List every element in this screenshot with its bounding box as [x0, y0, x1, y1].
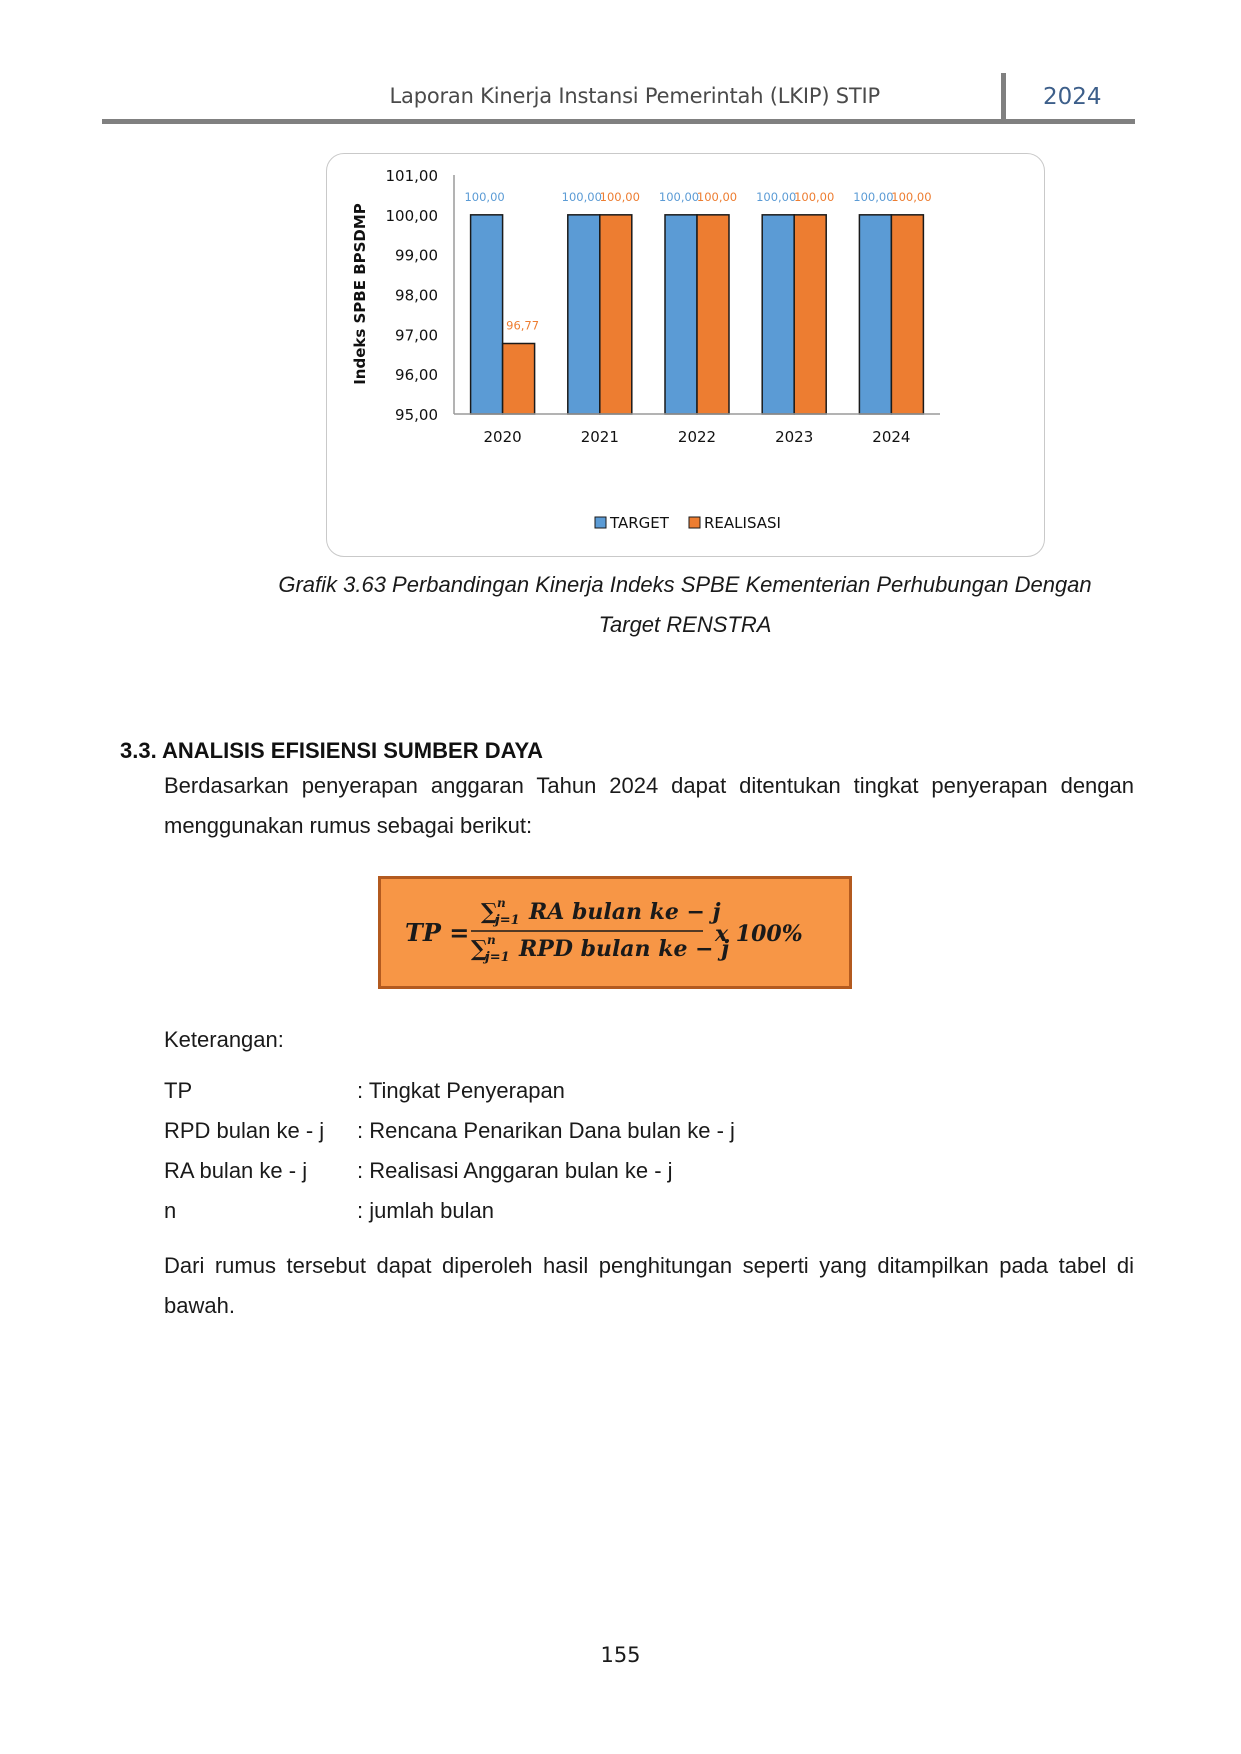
definition-term: n [164, 1198, 177, 1223]
numerator-sum-upper: n [497, 896, 506, 910]
realisasi-value-label-2022: 100,00 [696, 189, 738, 204]
header-rule [102, 119, 1135, 124]
target-value-label-2024: 100,00 [853, 189, 894, 204]
target-bar-2024 [859, 215, 891, 414]
y-tick-label: 99,00 [395, 246, 438, 265]
legend-swatch [689, 517, 700, 528]
definition-desc: : jumlah bulan [357, 1198, 494, 1223]
target-value-label-2020: 100,00 [464, 189, 505, 204]
figure-caption-line2: Target RENSTRA [598, 612, 772, 637]
realisasi-bar-2022 [697, 215, 729, 414]
formula-numerator: RA bulan ke − j [529, 899, 721, 925]
closing-paragraph-line1: Dari rumus tersebut dapat diperoleh hasil penghitungan seperti yang ditampilkan pada tabel di [164, 1253, 1134, 1278]
realisasi-bar-2020 [503, 343, 535, 414]
legend-label: REALISASI [704, 514, 781, 532]
formula-box [378, 876, 852, 989]
y-tick-label: 100,00 [385, 206, 438, 225]
section-heading: 3.3. ANALISIS EFISIENSI SUMBER DAYA [120, 738, 543, 763]
x-tick-label: 2022 [677, 428, 717, 446]
y-tick-label: 96,00 [395, 366, 438, 385]
definition-desc: : Tingkat Penyerapan [357, 1078, 565, 1103]
realisasi-value-label-2024: 100,00 [891, 189, 932, 204]
keterangan-label: Keterangan: [164, 1027, 284, 1052]
definition-desc: : Realisasi Anggaran bulan ke - j [357, 1158, 673, 1183]
formula [381, 879, 849, 986]
report-year: 2024 [1043, 84, 1102, 110]
x-tick-label: 2023 [775, 428, 814, 446]
realisasi-value-label-2020: 96,77 [506, 318, 540, 333]
formula-denominator: RPD bulan ke − j [519, 936, 730, 962]
legend-swatch [595, 517, 606, 528]
realisasi-bar-2023 [794, 215, 826, 414]
definition-desc: : Rencana Penarikan Dana bulan ke - j [357, 1118, 735, 1143]
bar-chart [327, 154, 1044, 556]
x-tick-label: 2020 [483, 428, 522, 446]
target-value-label-2023: 100,00 [756, 189, 797, 204]
denominator-sum-lower: j=1 [485, 950, 510, 965]
closing-paragraph-line2: bawah. [164, 1293, 235, 1318]
target-bar-2023 [762, 215, 794, 414]
denominator-sum-symbol: ∑ [471, 936, 488, 962]
header-separator [1001, 73, 1006, 122]
denominator-sum-upper: n [487, 933, 496, 947]
y-tick-label: 97,00 [395, 326, 438, 345]
target-bar-2022 [665, 215, 697, 414]
realisasi-value-label-2023: 100,00 [794, 189, 835, 204]
definition-term: RPD bulan ke - j [164, 1118, 325, 1143]
figure-caption-line1: Grafik 3.63 Perbandingan Kinerja Indeks SPBE Kementerian Perhubungan Dengan [278, 572, 1092, 597]
intro-paragraph-line1: Berdasarkan penyerapan anggaran Tahun 2024 dapat ditentukan tingkat penyerapan dengan [164, 773, 1134, 798]
y-tick-label: 101,00 [385, 167, 438, 185]
legend-label: TARGET [610, 514, 669, 532]
target-bar-2020 [471, 215, 503, 414]
report-title: Laporan Kinerja Instansi Pemerintah (LKIP) STIP [389, 84, 880, 108]
y-axis-title: Indeks SPBE BPSDMP [351, 203, 369, 385]
x-tick-label: 2024 [872, 428, 911, 446]
target-value-label-2021: 100,00 [561, 189, 602, 204]
intro-paragraph-line2: menggunakan rumus sebagai berikut: [164, 813, 533, 838]
chart-frame [326, 153, 1045, 557]
page-number: 155 [600, 1643, 641, 1667]
definition-term: TP [164, 1078, 193, 1103]
formula-lhs: TP = [405, 918, 470, 947]
y-tick-label: 95,00 [395, 406, 438, 424]
definition-term: RA bulan ke - j [164, 1158, 308, 1183]
numerator-sum-lower: j=1 [495, 913, 520, 928]
numerator-sum-symbol: ∑ [481, 899, 498, 925]
y-tick-label: 98,00 [395, 286, 438, 305]
realisasi-bar-2021 [600, 215, 632, 414]
target-bar-2021 [568, 215, 600, 414]
target-value-label-2022: 100,00 [658, 189, 700, 204]
realisasi-bar-2024 [891, 215, 923, 414]
x-tick-label: 2021 [580, 428, 619, 446]
realisasi-value-label-2021: 100,00 [599, 189, 640, 204]
formula-multiplier: x 100% [715, 921, 803, 947]
chart-legend [595, 514, 781, 532]
